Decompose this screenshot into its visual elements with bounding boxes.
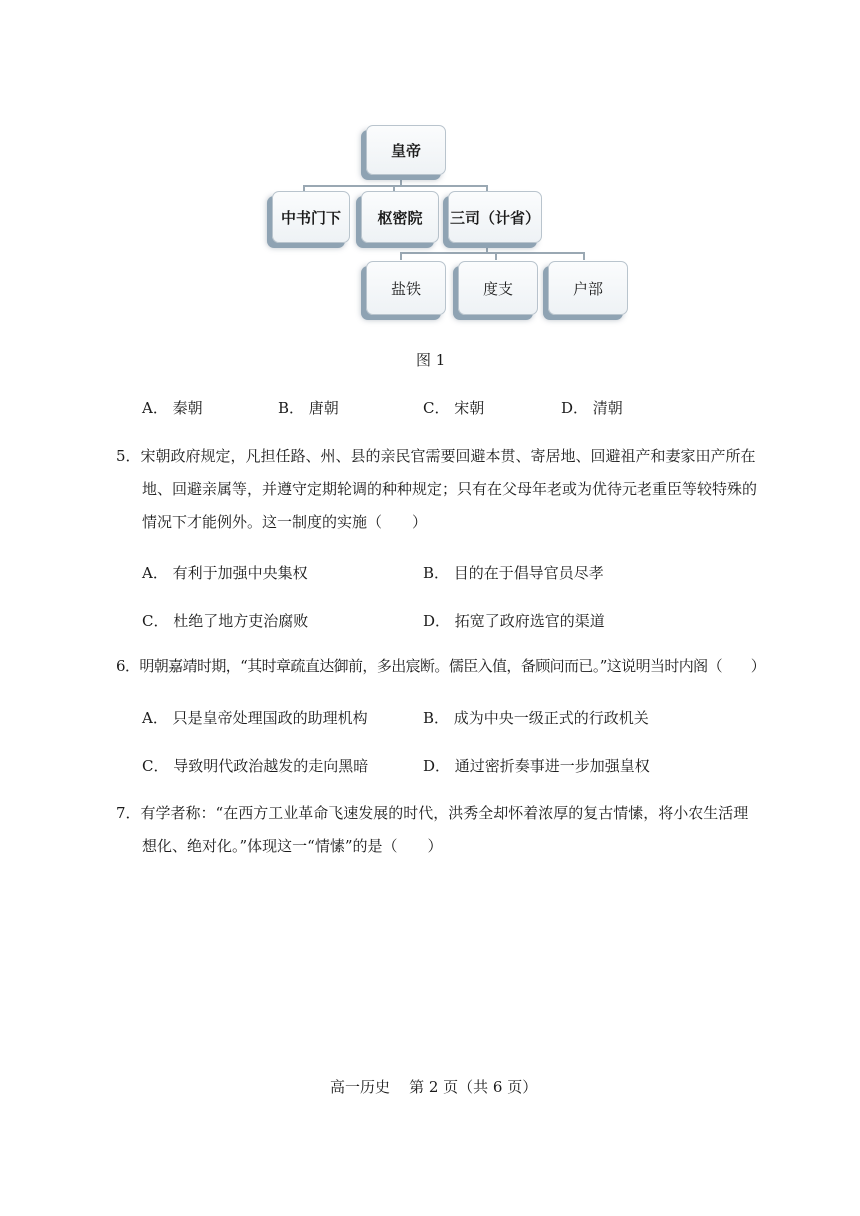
q6-option-a: A． 只是皇帝处理国政的助理机构 [142,709,368,727]
connector-top-bar [303,185,488,187]
q5-option-c: C． 杜绝了地方吏治腐败 [142,612,309,630]
q4-option-c: C． 宋朝 [423,399,485,417]
org-chart-diagram [250,115,640,325]
connector-hubu [583,252,585,260]
connector-bottom-bar [400,252,583,254]
connector-yantie [400,252,402,260]
node-yantie: 盐铁 [366,261,446,315]
q7-stem-line1: 7．有学者称：“在西方工业革命飞速发展的时代，洪秀全却怀着浓厚的复古情愫，将小农生活理 [116,804,749,822]
page-footer: 高一历史 第 2 页（共 6 页） [330,1078,538,1096]
node-sansi: 三司（计省） [448,191,542,243]
q4-option-b: B． 唐朝 [278,399,339,417]
node-shumi: 枢密院 [361,191,439,243]
node-emperor: 皇帝 [366,125,446,175]
node-hubu: 户部 [548,261,628,315]
q5-option-a: A． 有利于加强中央集权 [142,564,308,582]
q4-option-d: D． 清朝 [561,399,623,417]
figure-caption: 图 1 [416,351,446,369]
q5-stem-line3: 情况下才能例外。这一制度的实施（ ） [142,513,428,531]
connector-duzhi [495,252,497,260]
q6-stem-line1: 6．明朝嘉靖时期，“其时章疏直达御前，多出宸断。儒臣入值，备顾问而已。”这说明当时内阁（ ） [116,657,766,675]
node-duzhi: 度支 [458,261,538,315]
node-zhongshu: 中书门下 [272,191,350,243]
q5-option-b: B． 目的在于倡导官员尽孝 [423,564,604,582]
q6-option-d: D． 通过密折奏事进一步加强皇权 [423,757,650,775]
q4-option-a: A． 秦朝 [142,399,203,417]
q6-option-b: B． 成为中央一级正式的行政机关 [423,709,649,727]
q7-stem-line2: 想化、绝对化。”体现这一“情愫”的是（ ） [142,837,443,855]
q5-option-d: D． 拓宽了政府选官的渠道 [423,612,605,630]
connector-sansi-down [486,242,488,252]
q6-option-c: C． 导致明代政治越发的走向黑暗 [142,757,369,775]
q5-stem-line1: 5．宋朝政府规定，凡担任路、州、县的亲民官需要回避本贯、寄居地、回避祖产和妻家田产所在 [116,447,756,465]
q5-stem-line2: 地、回避亲属等，并遵守定期轮调的种种规定；只有在父母年老或为优待元老重臣等较特殊的 [142,480,758,498]
connector-emperor-down [400,175,402,185]
